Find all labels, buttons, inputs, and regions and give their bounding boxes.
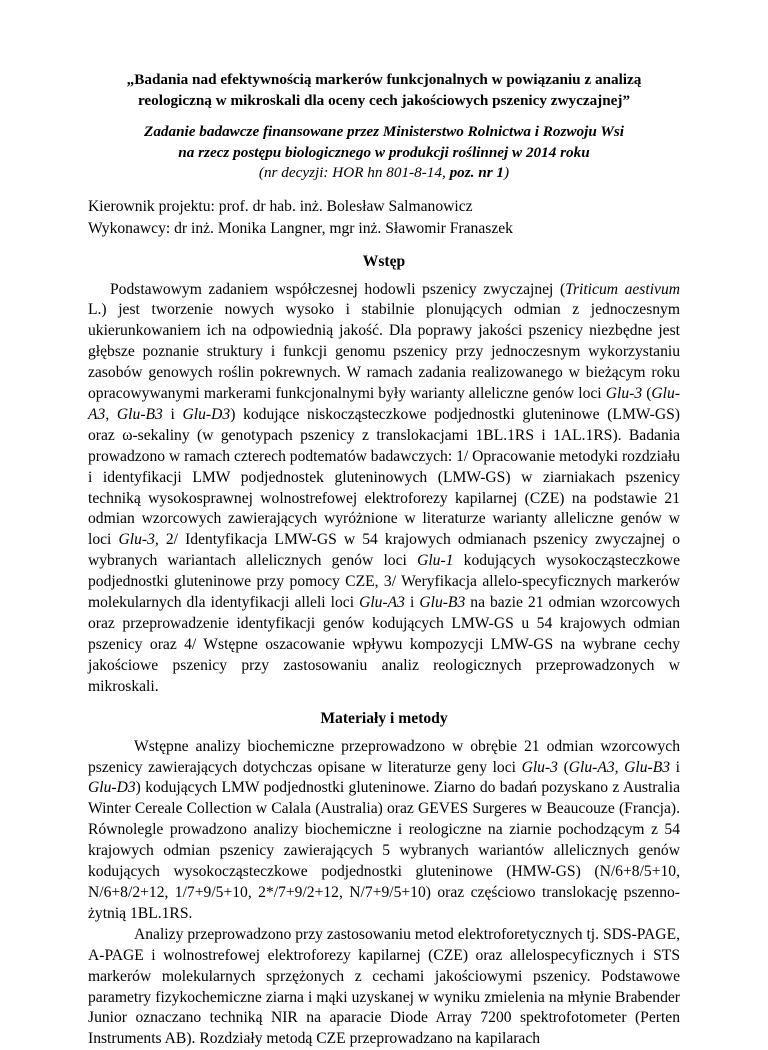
- gene-locus: Glu-3,: [118, 531, 159, 549]
- gene-locus: Glu-D3: [182, 405, 231, 423]
- text-run: 2/ Identyfikacja LMW-GS w 54 krajowych odmianach pszenicy zwyczajnej o wybranych wariantach allelicznych genów loci: [88, 531, 680, 570]
- intro-heading: Wstęp: [362, 252, 406, 270]
- decision-suffix: ): [504, 164, 510, 181]
- text-run: L.) jest tworzenie nowych wysoko i stabilnie plonujących odmian z jednoczesnym ukierunkowaniem ich na odpowiednią jakość. Dla poprawy jakości pszenicy niezbędne jest głębsze poznanie struktury i funkcji genomu pszenicy przy jednoczesnym wykorzystaniu zasobów genowych roślin pokrewnych. W ramach zadania realizowanego w bieżącym roku opracowywanymi markerami funkcjonalnymi były warianty alleliczne genów loci: [88, 301, 680, 403]
- text-run: ) kodujące niskocząsteczkowe podjednostki gluteninowe (LMW-GS) oraz ω-sekaliny (w genotypach pszenicy z translokacjami 1BL.1RS i 1AL.1RS). Badania prowadzono w ramach czterech podtematów badawczych: 1/ Opracowanie metodyki rozdziału i identyfikacji LMW podjednostek gluteninowych (LMW-GS) w ziarniakach pszenicy techniką wysokosprawnej wolnostrefowej elektroforezy kapilarnej (CZE) na podstawie 21 odmian wzorcowych zawierających wyróżnione w literaturze warianty alleliczne genów w loci: [88, 405, 680, 549]
- gene-locus: Glu-3: [605, 385, 643, 403]
- text-run: kodujących wysokocząsteczkowe podjednostki gluteninowe przy pomocy CZE, 3/ Weryfikacja allelo-specyficznych markerów molekularnych dla identyfikacji alleli loci: [88, 552, 680, 612]
- species-name: Triticum aestivum: [565, 280, 681, 298]
- decision-prefix: (nr decyzji: HOR hn 801-8-14,: [258, 164, 450, 181]
- methods-paragraph-1: [88, 737, 680, 925]
- methods-paragraph-2: Analizy przeprowadzono przy zastosowaniu metod elektroforetycznych tj. SDS-PAGE, A-PAGE i wolnostrefowej elektroforezy kapilarnej (CZE) oraz allelospecyficznych i STS markerów molekularnych sprzężonych z cechami jakościowymi pszenicy. Podstawowe parametry fizykochemiczne ziarna i mąki uzyskanej w wyniku zmielenia na młynie Brabender Junior oznaczano techniką NIR na aparacie Diode Array 7200 spektrofotometer (Perten Instruments AB). Rozdziały metodą CZE przeprowadzano na kapilarach: [88, 925, 680, 1048]
- gene-locus: Glu-A3, Glu-B3: [568, 758, 671, 776]
- text-run: (: [642, 385, 652, 403]
- text-run: i: [162, 405, 183, 423]
- project-contractors: Wykonawcy: dr inż. Monika Langner, mgr inż. Sławomir Franaszek: [88, 220, 513, 237]
- decision-number: [88, 163, 680, 184]
- gene-locus: Glu-D3: [88, 779, 136, 797]
- gene-locus: Glu-A3: [359, 594, 405, 612]
- gene-locus: Glu-A3: [88, 385, 681, 423]
- project-meta: [88, 196, 680, 241]
- document-title: „Badania nad efektywnością markerów funkcjonalnych w powiązaniu z analizą reologiczną w mikroskali dla oceny cech jakościowych pszenicy zwyczajnej”: [126, 71, 642, 109]
- funding-line-2: na rzecz postępu biologicznego w produkcji roślinnej w 2014 roku: [178, 143, 590, 161]
- text-run: ,: [105, 405, 117, 423]
- gene-locus: Glu-B3: [419, 594, 466, 612]
- gene-locus: Glu-B3: [116, 405, 163, 423]
- text-run: i: [670, 758, 681, 776]
- funding-note: [88, 122, 680, 184]
- text-run: Podstawowym zadaniem współczesnej hodowli pszenicy zwyczajnej (: [110, 280, 566, 298]
- text-run: i: [404, 594, 420, 612]
- project-lead: Kierownik projektu: prof. dr hab. inż. Bolesław Salmanowicz: [88, 197, 473, 215]
- gene-locus: Glu-1: [417, 552, 454, 570]
- text-run: Wstępne analizy biochemiczne przeprowadzono w obrębie 21 odmian wzorcowych pszenicy zawierających dotychczas opisane w literaturze geny loci: [88, 737, 680, 776]
- text-run: ) kodujących LMW podjednostki gluteninowe. Ziarno do badań pozyskano z Australia Winter Cereale Collection w Calala (Australia) oraz GEVES Surgeres w Beaucouze (Francja). Równolegle prowadzono analizy biochemiczne i reologiczne na ziarnie pochodzącym z 54 krajowych odmian pszenicy zawierających 5 wybranych wariantów allelicznych genów kodujących wysokocząsteczkowe podjednostki gluteninowe (HMW-GS) (N/6+8/5+10, N/6+8/2+12, 1/7+9/5+10, 2*/7+9/2+12, N/7+9/5+10) oraz częściowo translokację pszenno-żytnią 1BL.1RS.: [88, 779, 680, 922]
- text-run: na bazie 21 odmian wzorcowych oraz przeprowadzenie identyfikacji genów kodujących LMW-GS u 54 krajowych odmian pszenicy oraz 4/ Wstępne oszacowanie wpływu kompozycji LMW-GS na wybrane cechy jakościowe pszenicy przy zastosowaniu analiz reologicznych przeprowadzonych w mikroskali.: [88, 594, 680, 695]
- funding-line-1: Zadanie badawcze finansowane przez Ministerstwo Rolnictwa i Rozwoju Wsi: [144, 123, 624, 140]
- intro-paragraph: [88, 280, 680, 698]
- decision-position: poz. nr 1: [449, 164, 505, 181]
- gene-locus: Glu-3: [521, 758, 558, 776]
- methods-heading: Materiały i metody: [320, 709, 448, 727]
- text-run: (: [557, 758, 569, 776]
